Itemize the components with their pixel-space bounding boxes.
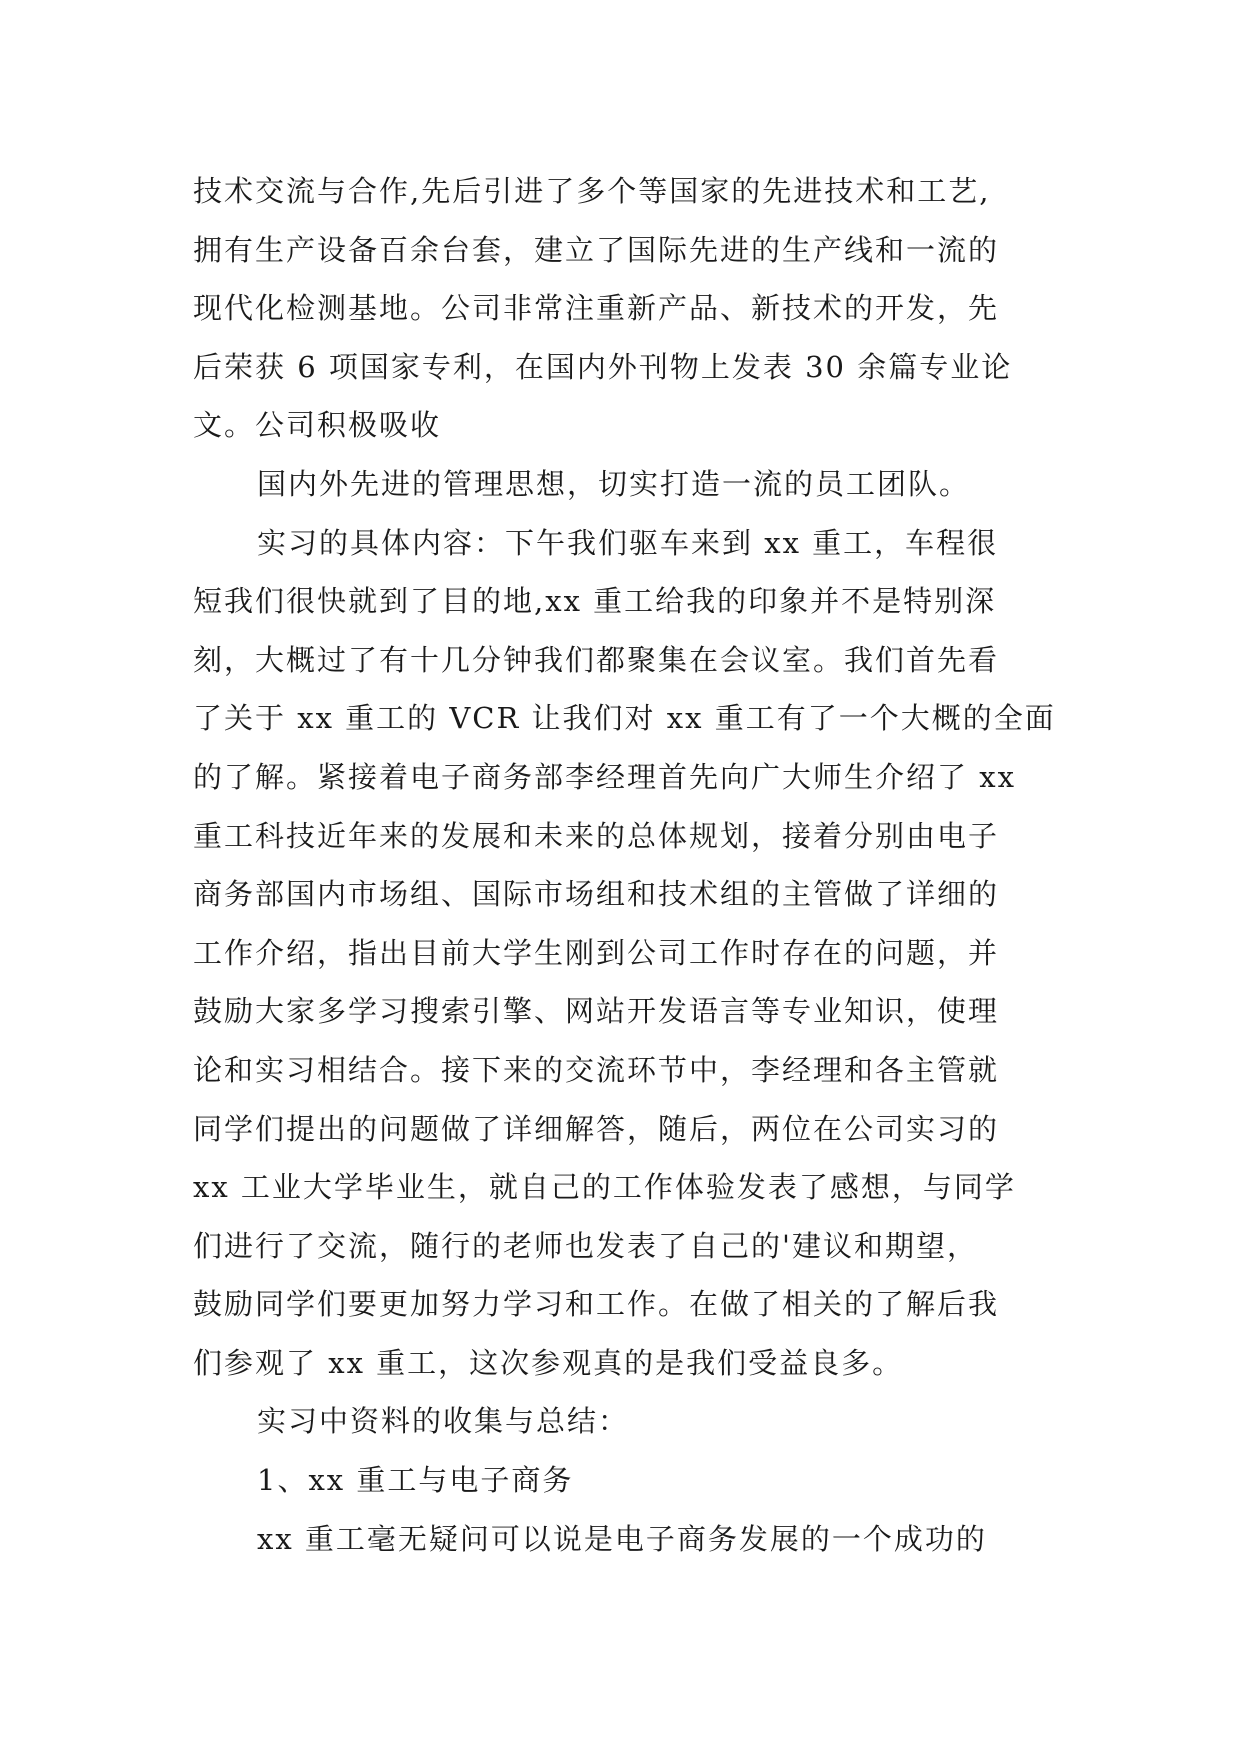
text-line: 的了解。紧接着电子商务部李经理首先向广大师生介绍了 xx	[193, 759, 1016, 794]
paragraph-start-line: 国内外先进的管理思想，切实打造一流的员工团队。	[257, 466, 971, 501]
text-line: 们进行了交流，随行的老师也发表了自己的'建议和期望，	[193, 1228, 978, 1263]
text-line: 商务部国内市场组、国际市场组和技术组的主管做了详细的	[193, 877, 1000, 912]
paragraph-start-line: 实习的具体内容：下午我们驱车来到 xx 重工，车程很	[257, 525, 999, 560]
text-line: 短我们很快就到了目的地,xx 重工给我的印象并不是特别深	[193, 584, 997, 619]
subsection-heading: 1、xx 重工与电子商务	[257, 1463, 574, 1498]
text-line: 论和实习相结合。接下来的交流环节中，李经理和各主管就	[193, 1052, 1000, 1087]
text-line: 了关于 xx 重工的 VCR 让我们对 xx 重工有了一个大概的全面	[193, 701, 1056, 736]
text-line: 后荣获 6 项国家专利，在国内外刊物上发表 30 余篇专业论	[193, 349, 1013, 384]
text-line: 技术交流与合作,先后引进了多个等国家的先进技术和工艺,	[193, 174, 991, 208]
text-line: 鼓励同学们要更加努力学习和工作。在做了相关的了解后我	[193, 1287, 1000, 1322]
document-body	[193, 162, 1083, 1568]
text-line: 拥有生产设备百余台套，建立了国际先进的生产线和一流的	[193, 232, 1000, 267]
section-heading: 实习中资料的收集与总结：	[257, 1404, 630, 1439]
text-line: 鼓励大家多学习搜索引擎、网站开发语言等专业知识，使理	[193, 994, 1000, 1029]
text-line: 工作介绍，指出目前大学生刚到公司工作时存在的问题，并	[193, 935, 1000, 970]
text-line: 重工科技近年来的发展和未来的总体规划，接着分别由电子	[193, 818, 1000, 853]
paragraph-start-line: xx 重工毫无疑问可以说是电子商务发展的一个成功的	[257, 1521, 987, 1556]
text-line: xx 工业大学毕业生，就自己的工作体验发表了感想，与同学	[193, 1170, 1016, 1205]
text-line: 同学们提出的问题做了详细解答，随后，两位在公司实习的	[193, 1111, 1000, 1146]
text-line: 现代化检测基地。公司非常注重新产品、新技术的开发，先	[193, 291, 1000, 326]
text-line: 文。公司积极吸收	[193, 408, 442, 443]
text-line: 们参观了 xx 重工，这次参观真的是我们受益良多。	[193, 1345, 904, 1380]
text-line: 刻，大概过了有十几分钟我们都聚集在会议室。我们首先看	[193, 642, 1000, 677]
